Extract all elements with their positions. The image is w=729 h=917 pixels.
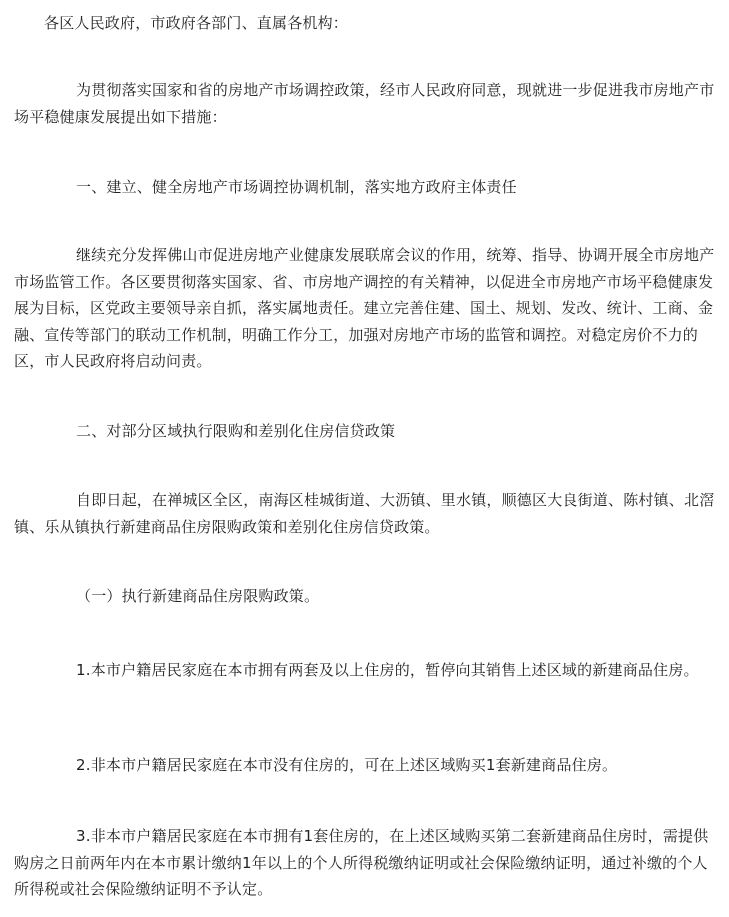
list-item-2: 2.非本市户籍居民家庭在本市没有住房的，可在上述区域购买1套新建商品住房。 [76,756,618,774]
section-1-body: 继续充分发挥佛山市促进房地产业健康发展联席会议的作用，统筹、指导、协调开展全市房地产市场监管工作。各区要贯彻落实国家、省、市房地产调控的有关精神，以促进全市房地产市场平稳健康发展为目标，区党政主要领导亲自抓，落实属地责任。建立完善住建、国土、规划、发改、统计、工商、金融、宣传等部门的联动工作机制，明确工作分工，加强对房地产市场的监管和调控。对稳定房价不力的区，市人民政府将启动问责。 [14,246,715,370]
list-item-1: 1.本市户籍居民家庭在本市拥有两套及以上住房的，暂停向其销售上述区域的新建商品住房。 [76,661,699,679]
section-2-body: 自即日起，在禅城区全区，南海区桂城街道、大沥镇、里水镇，顺德区大良街道、陈村镇、北滘镇、乐从镇执行新建商品住房限购政策和差别化住房信贷政策。 [14,491,715,536]
section-2-heading: 二、对部分区域执行限购和差别化住房信贷政策 [76,422,396,440]
intro-paragraph: 为贯彻落实国家和省的房地产市场调控政策，经市人民政府同意，现就进一步促进我市房地产市场平稳健康发展提出如下措施： [14,81,715,126]
salutation: 各区人民政府，市政府各部门、直属各机构： [44,14,349,32]
section-1-heading: 一、建立、健全房地产市场调控协调机制，落实地方政府主体责任 [76,178,517,196]
list-item-3: 3.非本市户籍居民家庭在本市拥有1套住房的，在上述区域购买第二套新建商品住房时，需提供购房之日前两年内在本市累计缴纳1年以上的个人所得税缴纳证明或社会保险缴纳证明，通过补缴的个人所得税或社会保险缴纳证明不予认定。 [14,827,709,898]
subsection-heading: （一）执行新建商品住房限购政策。 [76,587,320,605]
